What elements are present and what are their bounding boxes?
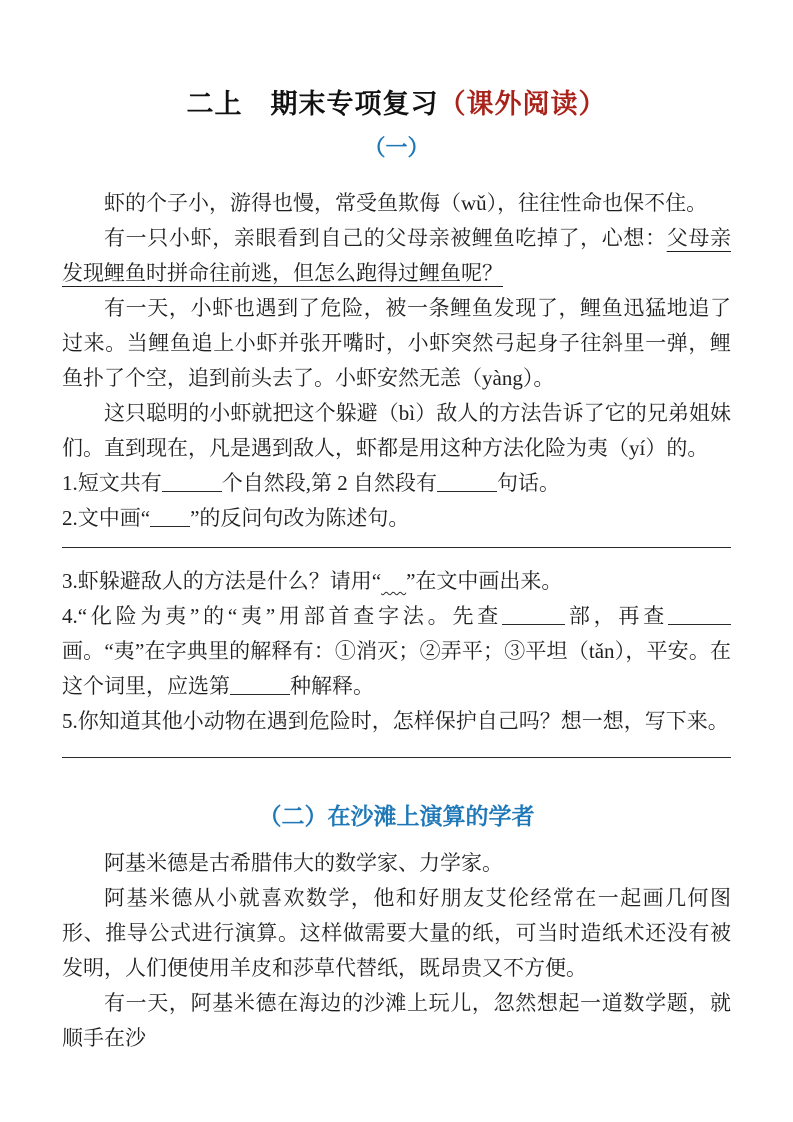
page-title-highlight: （课外阅读）: [438, 89, 607, 119]
paragraph-shrimp-escape: 有一天，小虾也遇到了危险，被一条鲤鱼发现了，鲤鱼迅猛地追了过来。当鲤鱼追上小虾并张开嘴时，小虾突然弓起身子往斜里一弹，鲤鱼扑了个空，追到前头去了。小虾安然无恙（yàng）。: [62, 296, 731, 391]
section-1-heading: （一）: [363, 135, 430, 161]
question-text: 个自然段,第 2 自然段有: [221, 471, 437, 496]
paragraph-shrimp-intro: 虾的个子小，游得也慢，常受鱼欺侮（wǔ），往往性命也保不住。: [104, 191, 708, 216]
paragraph-text: 有一只小虾，亲眼看到自己的父母亲被鲤鱼吃掉了，心想：: [104, 226, 667, 251]
question-1: [62, 466, 731, 501]
section-2-heading: （二）在沙滩上演算的学者: [258, 804, 535, 830]
question-text: ”的反问句改为陈述句。: [190, 506, 410, 531]
question-text: 5.你知道其他小动物在遇到危险时，怎样保护自己吗？想一想，写下来。: [62, 709, 729, 734]
paragraph-archimedes-math: 阿基米德从小就喜欢数学，他和好朋友艾伦经常在一起画几何图形、推导公式进行演算。这样做需要大量的纸，可当时造纸术还没有被发明，人们便使用羊皮和莎草代替纸，既昂贵又不方便。: [62, 885, 731, 980]
question-text: 句话。: [497, 471, 560, 496]
fill-in-blank: [150, 506, 190, 527]
question-text: 4.“化险为夷”的“夷”用部首查字法。先查: [62, 604, 503, 629]
fill-in-blank: [668, 604, 731, 625]
question-text: 2.文中画“: [62, 506, 151, 531]
question-3: [62, 564, 731, 599]
fill-in-blank: [230, 674, 290, 695]
fill-in-blank: [502, 604, 565, 625]
fill-in-blank: [162, 471, 222, 492]
paragraph-shrimp-method: 这只聪明的小虾就把这个躲避（bì）敌人的方法告诉了它的兄弟姐妹们。直到现在，凡是遇到敌人，虾都是用这种方法化险为夷（yí）的。: [62, 401, 731, 461]
fill-in-blank: [437, 471, 497, 492]
underlined-sentence: 父母亲发现鲤鱼时拼命往前逃，但怎么跑得过鲤鱼呢？: [62, 226, 732, 286]
paragraph-archimedes-beach: 有一天，阿基米德在海边的沙滩上玩儿，忽然想起一道数学题，就顺手在沙: [62, 990, 731, 1050]
question-text: 画。“夷”在字典里的解释有：①消灭；②弄平；③平坦（tǎn），平安。在这个词里，应选第: [62, 639, 731, 699]
question-text: 3.虾躲避敌人的方法是什么？请用“: [62, 569, 382, 594]
question-text: 种解释。: [290, 674, 374, 699]
question-text: 部，再查: [565, 604, 668, 629]
page-title: [62, 86, 731, 122]
paragraph-archimedes-intro: 阿基米德是古希腊伟大的数学家、力学家。: [104, 850, 503, 875]
question-4: [62, 599, 731, 704]
question-text: ”在文中画出来。: [406, 569, 563, 594]
page-title-main: 二上 期末专项复习: [186, 89, 439, 119]
question-text: 1.短文共有: [62, 471, 162, 496]
paragraph-shrimp-story: [62, 221, 731, 291]
question-2: [62, 501, 731, 536]
question-5: [62, 704, 731, 739]
answer-line: [62, 547, 731, 548]
wavy-blank: [381, 569, 406, 593]
answer-line: [62, 757, 731, 758]
